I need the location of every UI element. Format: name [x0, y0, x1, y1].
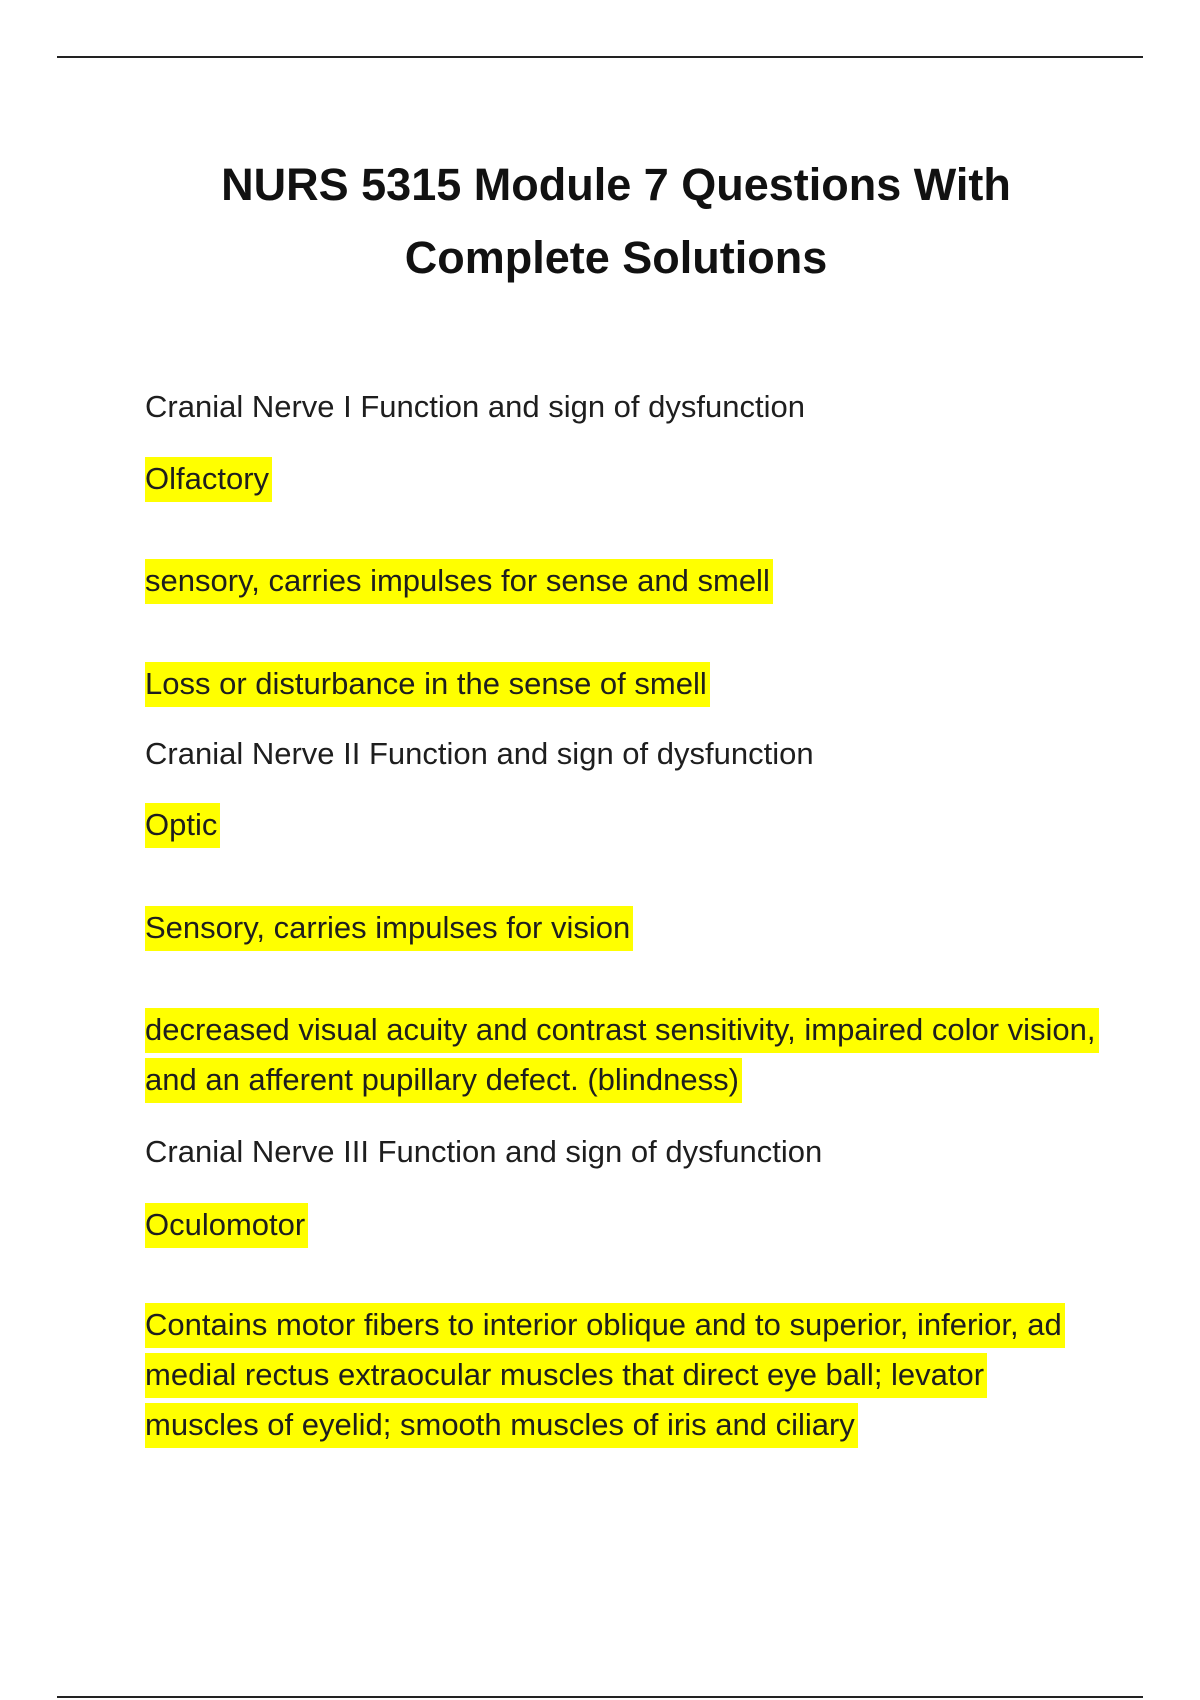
highlighted-answer: Contains motor fibers to interior oblique and to superior, inferior, ad medial rectus extraocular muscles that direct eye ball; levator muscles of eyelid; smooth muscles of iris and ciliary [145, 1303, 1065, 1448]
top-rule [57, 56, 1143, 58]
title-line-2: Complete Solutions [404, 232, 828, 283]
highlighted-answer: decreased visual acuity and contrast sensitivity, impaired color vision, and an afferent pupillary defect. (blindness) [145, 1008, 1099, 1103]
highlighted-answer: Olfactory [145, 457, 272, 502]
answer-item [145, 800, 1105, 850]
answer-item [145, 1005, 1105, 1105]
highlighted-answer: Optic [145, 803, 220, 848]
answer-item [145, 1300, 1105, 1450]
question-text: Cranial Nerve II Function and sign of dysfunction [145, 736, 814, 771]
answer-item [145, 1200, 1105, 1250]
highlighted-answer: Loss or disturbance in the sense of smell [145, 662, 710, 707]
question-cranial-nerve-1 [145, 382, 1105, 432]
question-cranial-nerve-3 [145, 1127, 1105, 1177]
question-cranial-nerve-2 [145, 729, 1105, 779]
question-text: Cranial Nerve I Function and sign of dysfunction [145, 389, 805, 424]
document-title [100, 148, 1132, 294]
title-line-1: NURS 5315 Module 7 Questions With [221, 159, 1011, 210]
question-text: Cranial Nerve III Function and sign of dysfunction [145, 1134, 823, 1169]
answer-item [145, 556, 1105, 606]
answer-item [145, 454, 1105, 504]
highlighted-answer: Oculomotor [145, 1203, 308, 1248]
highlighted-answer: sensory, carries impulses for sense and smell [145, 559, 773, 604]
highlighted-answer: Sensory, carries impulses for vision [145, 906, 633, 951]
answer-item [145, 659, 1105, 709]
answer-item [145, 903, 1105, 953]
bottom-rule [57, 1696, 1143, 1698]
